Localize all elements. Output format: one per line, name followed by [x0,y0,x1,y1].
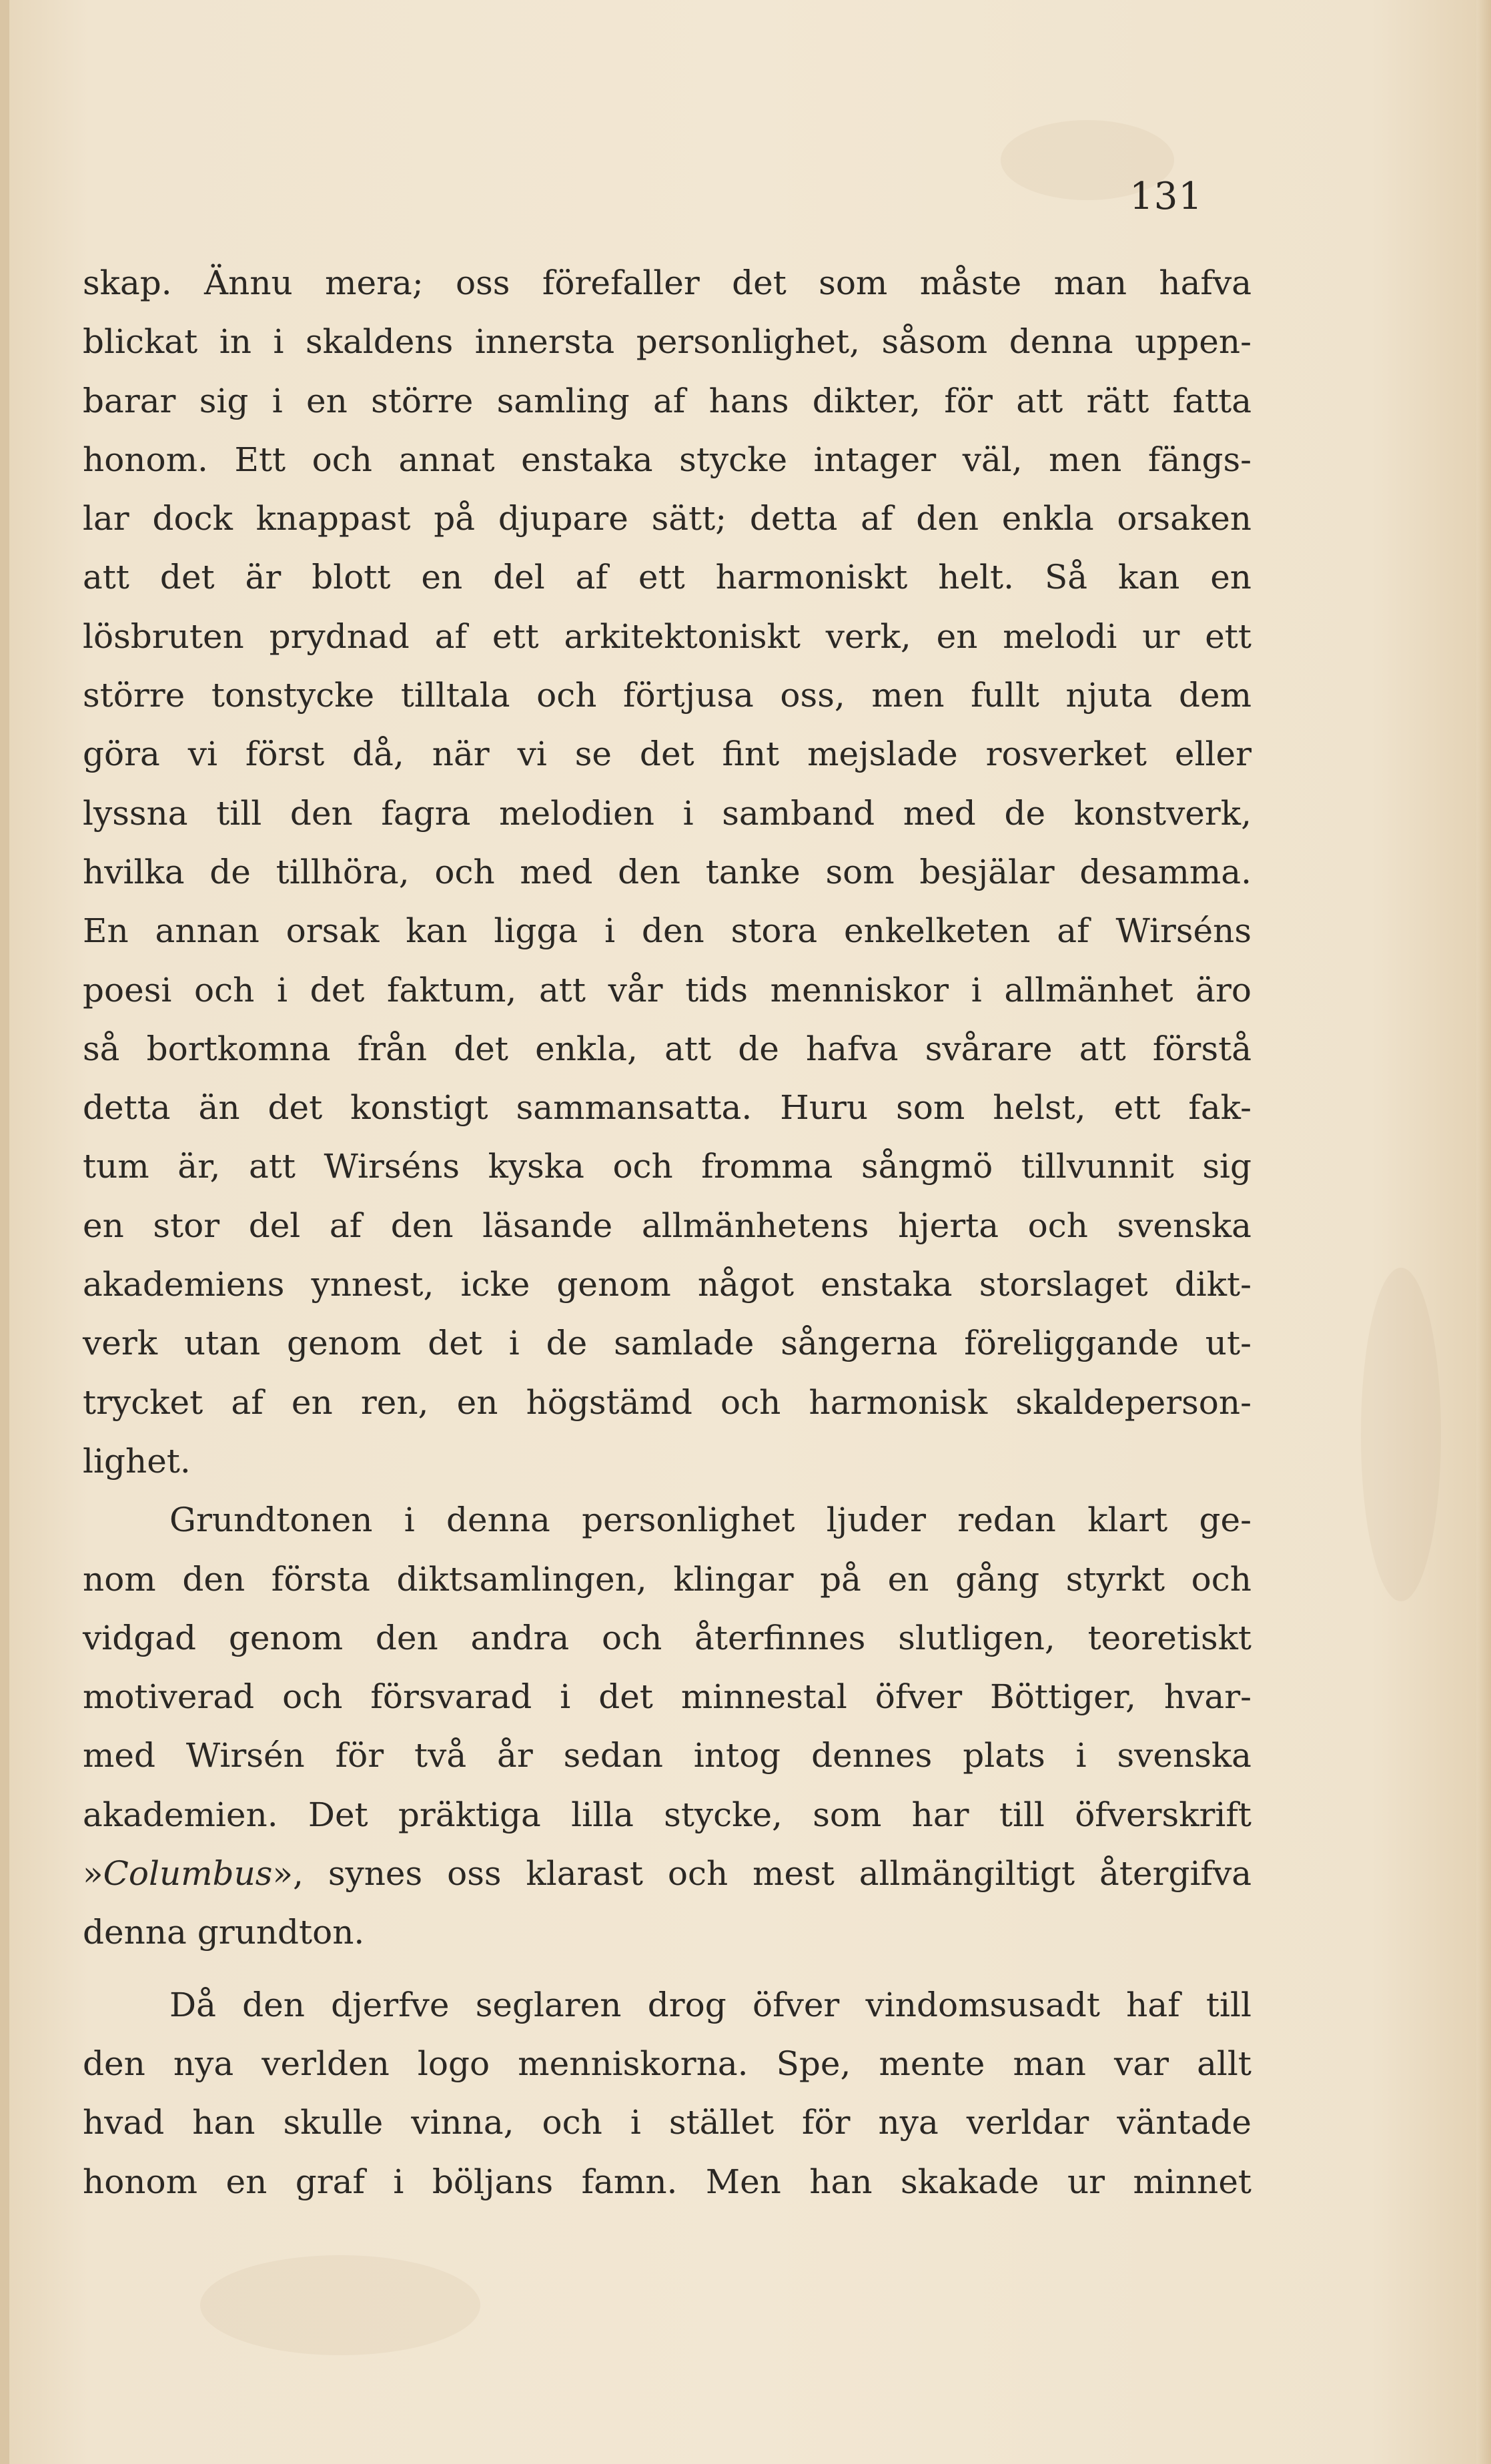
text-line: skap. Ännu mera; oss förefaller det som måste man hafva [83,264,1252,302]
text-line: akademiens ynnest, icke genom något enstaka storslaget dikt- [83,1265,1252,1304]
text-line: vidgad genom den andra och återfinnes slutligen, teoretiskt [83,1618,1252,1657]
text-line: motiverad och försvarad i det minnestal öfver Böttiger, hvar- [83,1677,1252,1717]
quote-rest: », synes oss klarast och mest allmängiltigt återgifva [272,1854,1252,1894]
body-text [83,254,1252,2211]
text-line: hvad han skulle vinna, och i stället för nya verldar väntade [83,2103,1252,2142]
paragraph-3 [83,1976,1252,2211]
text-line: så bortkomna från det enkla, att de hafva svårare att förstå [83,1029,1252,1068]
text-line: hvilka de tillhöra, och med den tanke som besjälar desamma. [83,852,1252,891]
text-line: En annan orsak kan ligga i den stora enkelketen af Wirséns [83,911,1252,951]
page-left-edge [0,0,9,2464]
text-line: honom. Ett och annat enstaka stycke intager väl, men fängs- [83,440,1252,479]
text-line: med Wirsén för två år sedan intog dennes plats i svenska [83,1736,1252,1775]
paragraph-1 [83,254,1252,1491]
text-line: poesi och i det faktum, att vår tids menniskor i allmänhet äro [83,970,1252,1009]
text-line: akademien. Det präktiga lilla stycke, som har till öfverskrift [83,1795,1252,1834]
text-line: Då den djerfve seglaren drog öfver vindomsusadt haf till [169,1985,1252,2024]
paragraph-gap [83,1962,1252,1976]
text-line: att det är blott en del af ett harmoniskt helt. Så kan en [83,558,1252,597]
page-right-edge [1476,0,1491,2464]
text-line: trycket af en ren, en högstämd och harmonisk skaldeperson- [83,1382,1252,1422]
text-line: lösbruten prydnad af ett arkitektoniskt verk, en melodi ur ett [83,617,1252,656]
text-line: en stor del af den läsande allmänhetens hjerta och svenska [83,1206,1252,1245]
paper-stain [200,2255,480,2355]
text-line: lyssna till den fagra melodien i samband med de konstverk, [83,793,1252,833]
text-line: lighet. [83,1441,191,1481]
text-line: större tonstycke tilltala och förtjusa oss, men fullt njuta dem [83,676,1252,715]
poem-title: Columbus [103,1854,273,1894]
text-line: lar dock knappast på djupare sätt; detta af den enkla orsaken [83,499,1252,538]
text-line: blickat in i skaldens innersta personlighet, såsom denna uppen- [83,322,1252,362]
page-number: 131 [1129,175,1203,218]
text-line: honom en graf i böljans famn. Men han skakade ur minnet [83,2162,1252,2201]
text-line: nom den första diktsamlingen, klingar på en gång styrkt och [83,1559,1252,1599]
text-line-with-title [83,1844,1252,1903]
text-line: verk utan genom det i de samlade sångerna föreliggande ut- [83,1324,1252,1363]
text-line: barar sig i en större samling af hans dikter, för att rätt fatta [83,381,1252,420]
paper-stain [1361,1268,1441,1601]
text-line: den nya verlden logo menniskorna. Spe, mente man var allt [83,2044,1252,2083]
quote-open: » [83,1854,103,1894]
paragraph-2 [83,1491,1252,1962]
text-line: tum är, att Wirséns kyska och fromma sångmö tillvunnit sig [83,1147,1252,1186]
text-line: Grundtonen i denna personlighet ljuder redan klart ge- [169,1501,1252,1540]
text-line: göra vi först då, när vi se det fint mejslade rosverket eller [83,735,1252,774]
text-line: denna grundton. [83,1913,365,1952]
text-line: detta än det konstigt sammansatta. Huru som helst, ett fak- [83,1088,1252,1128]
